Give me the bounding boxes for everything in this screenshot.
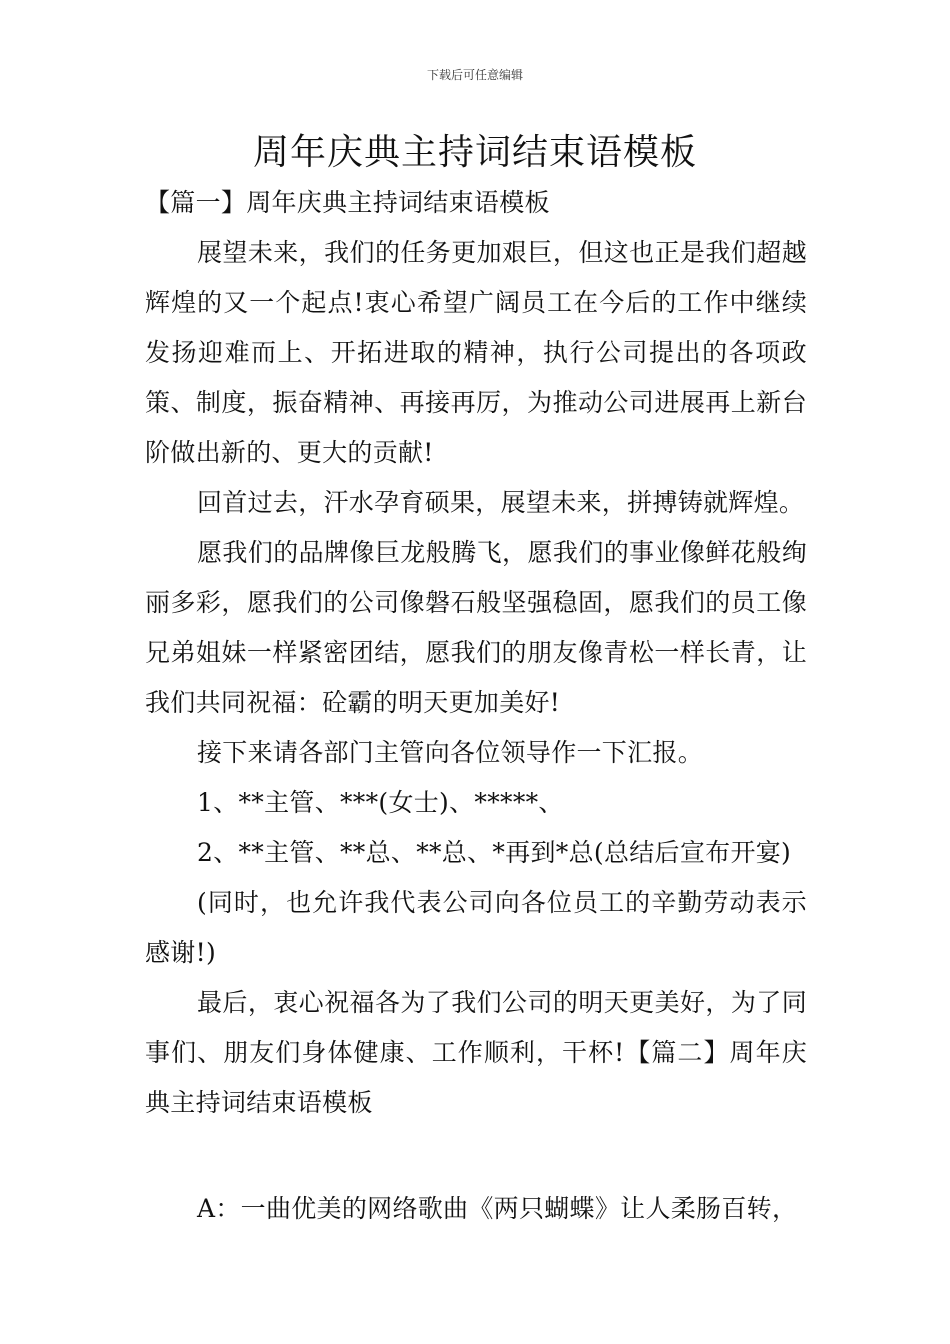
list-item: 2、**主管、**总、**总、*再到*总(总结后宣布开宴) (197, 838, 792, 867)
paragraph: 最后，衷心祝福各为了我们公司的明天更美好，为了同事们、朋友们身体健康、工作顺利，干杯!【篇二】周年庆典主持词结束语模板 (145, 988, 807, 1117)
section-heading: 【篇一】周年庆典主持词结束语模板 (145, 188, 550, 217)
paragraph: 愿我们的品牌像巨龙般腾飞，愿我们的事业像鲜花般绚丽多彩，愿我们的公司像磐石般坚强稳固，愿我们的员工像兄弟姐妹一样紧密团结，愿我们的朋友像青松一样长青，让我们共同祝福：砼霸的明天更加美好! (145, 538, 807, 717)
paragraph: 回首过去，汗水孕育硕果，展望未来，拼搏铸就辉煌。 (197, 488, 805, 517)
paragraph: 展望未来，我们的任务更加艰巨，但这也正是我们超越辉煌的又一个起点!衷心希望广阔员工在今后的工作中继续发扬迎难而上、开拓进取的精神，执行公司提出的各项政策、制度，振奋精神、再接再厉，为推动公司进展再上新台阶做出新的、更大的贡献! (145, 238, 807, 467)
paragraph: 接下来请各部门主管向各位领导作一下汇报。 (197, 738, 704, 767)
paragraph: A：一曲优美的网络歌曲《两只蝴蝶》让人柔肠百转， (197, 1194, 798, 1223)
header-note: 下载后可任意编辑 (426, 68, 523, 82)
list-item: 1、**主管、***(女士)、*****、 (197, 788, 564, 817)
paragraph-gap (145, 1128, 807, 1184)
document-body (145, 178, 807, 1234)
paragraph: (同时，也允许我代表公司向各位员工的辛勤劳动表示感谢!) (145, 888, 807, 967)
document-title: 周年庆典主持词结束语模板 (252, 132, 697, 173)
